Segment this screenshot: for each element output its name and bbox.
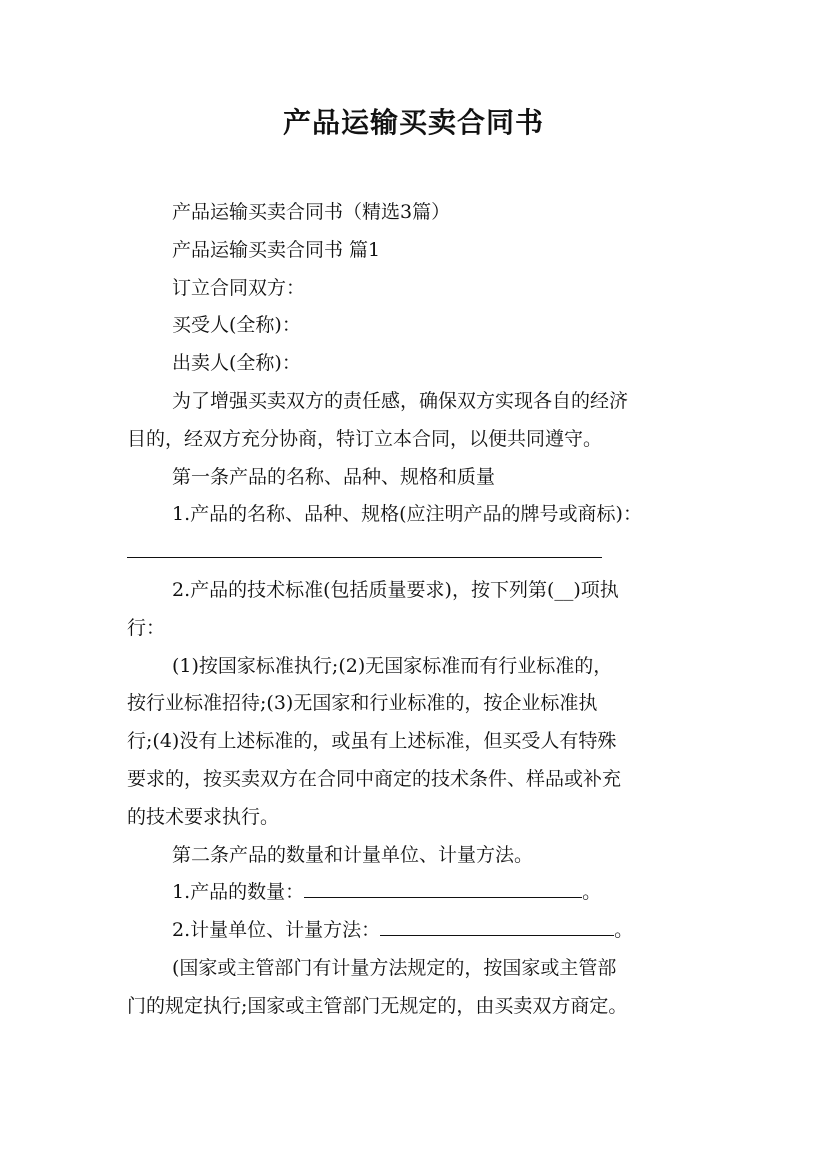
quantity-label: 1.产品的数量：: [172, 881, 305, 904]
unit-method-blank: [380, 913, 614, 936]
article-heading: 第二条产品的数量和计量单位、计量方法。: [172, 843, 534, 866]
quantity-line: [127, 874, 711, 912]
buyer-line: 买受人(全称)：: [172, 314, 301, 337]
paragraph-line: 目的，经双方充分协商，特订立本合同，以便共同遵守。: [127, 427, 603, 450]
paragraph-line: 1.产品的名称、品种、规格(应注明产品的牌号或商标)：: [172, 503, 642, 526]
paragraph-line: 门的规定执行;国家或主管部门无规定的，由买卖双方商定。: [127, 994, 628, 1017]
fill-in-rule: [127, 534, 711, 572]
document-title: 产品运输买卖合同书: [282, 106, 544, 139]
paragraph-line: (国家或主管部门有计量方法规定的，按国家或主管部: [172, 956, 617, 979]
quantity-blank: [304, 875, 582, 898]
unit-method-label: 2.计量单位、计量方法：: [172, 919, 381, 942]
unit-method-line: [127, 912, 711, 950]
section-heading: 产品运输买卖合同书 篇1: [172, 238, 381, 261]
paragraph-line: (1)按国家标准执行;(2)无国家标准而有行业标准的，: [172, 654, 613, 677]
seller-line: 出卖人(全称)：: [172, 352, 301, 375]
article-heading: 第一条产品的名称、品种、规格和质量: [172, 465, 496, 488]
paragraph-line: 2.产品的技术标准(包括质量要求)，按下列第(__)项执: [172, 578, 619, 601]
paragraph-line: 行：: [127, 616, 166, 639]
quantity-suffix: 。: [582, 881, 602, 904]
paragraph-line: 为了增强买卖双方的责任感，确保双方实现各自的经济: [172, 389, 629, 412]
paragraph-line: 要求的，按买卖双方在合同中商定的技术条件、样品或补充: [127, 767, 622, 790]
document-body: [127, 194, 711, 1026]
paragraph-line: 按行业标准招待;(3)无国家和行业标准的，按企业标准执: [127, 692, 598, 715]
paragraph-line: 的技术要求执行。: [127, 805, 280, 828]
paragraph-line: 行;(4)没有上述标准的，或虽有上述标准，但买受人有特殊: [127, 730, 617, 753]
subtitle-line: 产品运输买卖合同书（精选3篇）: [172, 201, 451, 223]
parties-heading: 订立合同双方：: [172, 276, 306, 299]
unit-method-suffix: 。: [614, 919, 634, 942]
